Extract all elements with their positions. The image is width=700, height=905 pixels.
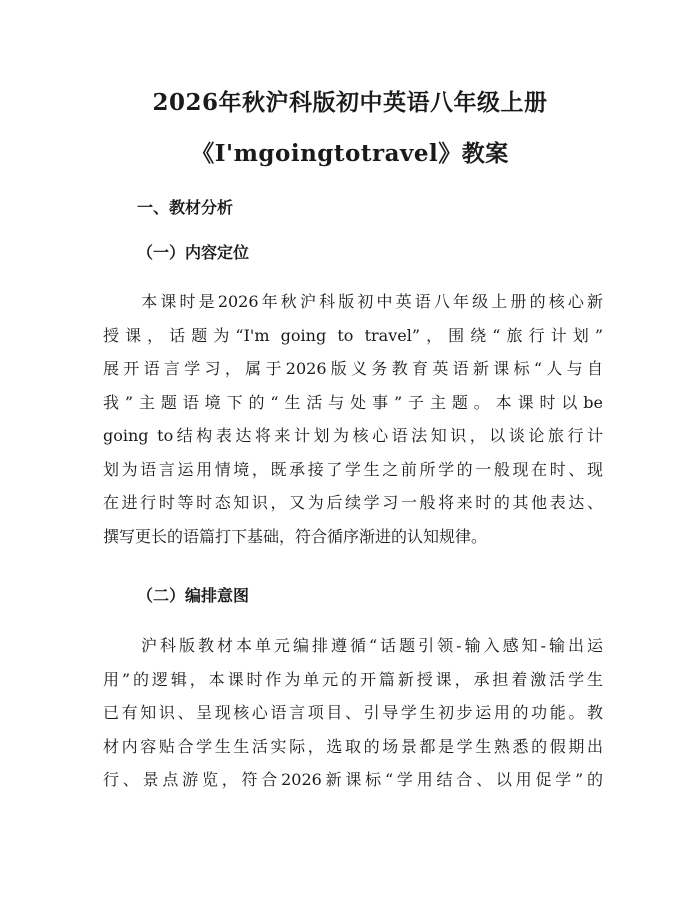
- document-title-line-1: 2026年秋沪科版初中英语八年级上册: [152, 89, 548, 116]
- section-heading-textbook-analysis: 一、教材分析: [137, 198, 234, 217]
- paragraph-line: 沪科版教材本单元编排遵循“话题引领-输入感知-输出运: [103, 636, 603, 655]
- paragraph-line: 用”的逻辑，本课时作为单元的开篇新授课，承担着激活学生: [103, 669, 603, 689]
- paragraph-arrangement-intent: [103, 629, 603, 797]
- document-title-line-2: 《I'mgoingtotravel》教案: [191, 140, 509, 167]
- subsection-heading-content-positioning: （一）内容定位: [137, 243, 250, 262]
- paragraph-line: 展开语言学习，属于2026版义务教育英语新课标“人与自: [103, 359, 603, 378]
- paragraph-line: 授课，话题为“I'm going to travel”，围绕“旅行计划”: [103, 325, 603, 345]
- paragraph-line: 撰写更长的语篇打下基础，符合循序渐进的认知规律。: [103, 526, 488, 546]
- paragraph-line: 划为语言运用情境，既承接了学生之前所学的一般现在时、现: [103, 459, 603, 479]
- paragraph-line: 在进行时等时态知识，又为后续学习一般将来时的其他表达、: [103, 493, 603, 512]
- paragraph-content-positioning: [103, 285, 603, 553]
- paragraph-line: 行、景点游览，符合2026新课标“学用结合、以用促学”的: [103, 770, 603, 789]
- subsection-heading-arrangement-intent: （二）编排意图: [137, 586, 250, 605]
- paragraph-line: 已有知识、呈现核心语言项目、引导学生初步运用的功能。教: [103, 703, 603, 722]
- paragraph-line: 本课时是2026年秋沪科版初中英语八年级上册的核心新: [103, 292, 603, 311]
- paragraph-line: 我”主题语境下的“生活与处事”子主题。本课时以be: [103, 392, 603, 412]
- paragraph-line: 材内容贴合学生生活实际，选取的场景都是学生熟悉的假期出: [103, 736, 603, 756]
- paragraph-line: going to结构表达将来计划为核心语法知识，以谈论旅行计: [103, 426, 603, 445]
